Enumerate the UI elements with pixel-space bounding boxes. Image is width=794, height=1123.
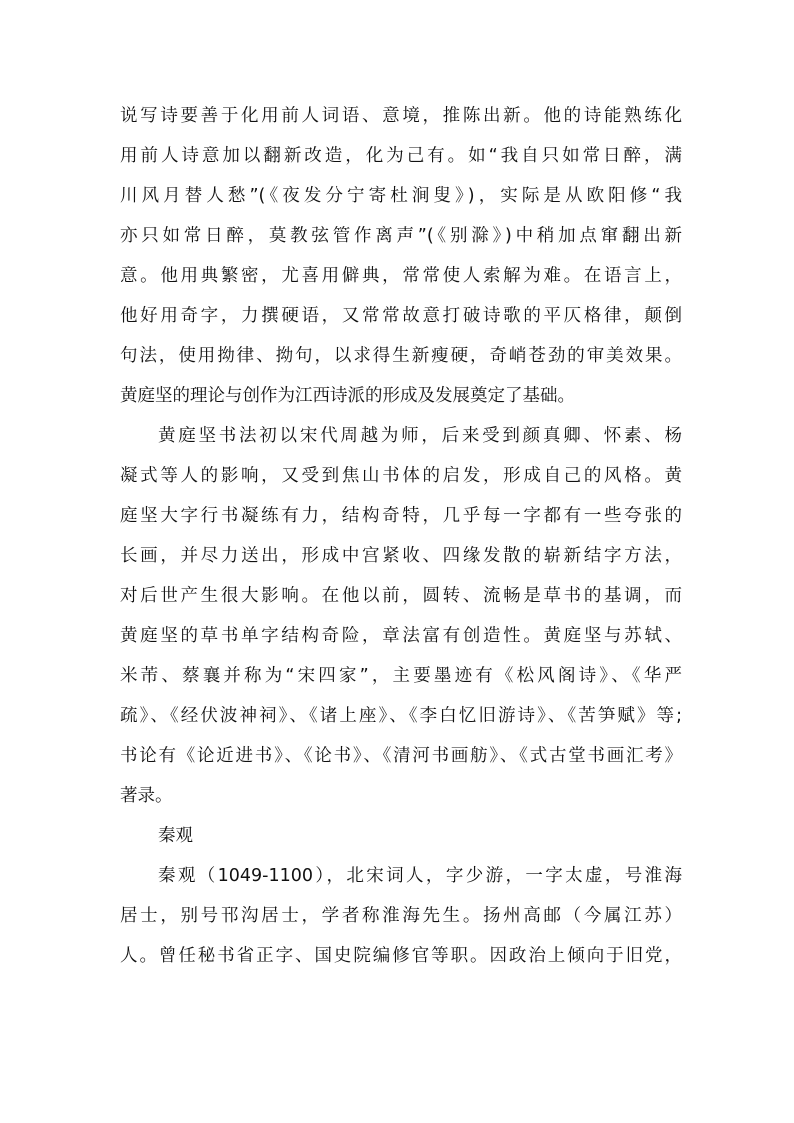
body-text <box>120 96 682 976</box>
text-line: 他好用奇字，力撰硬语，又常常故意打破诗歌的平仄格律，颠倒 <box>120 306 682 326</box>
text-line: 黄庭坚书法初以宋代周越为师，后来受到颜真卿、怀素、杨 <box>158 426 682 446</box>
text-line: 黄庭坚的理论与创作为江西诗派的形成及发展奠定了基础。 <box>120 386 575 406</box>
text-line: 川风月替人愁”(《夜发分宁寄杜涧叟》)，实际是从欧阳修“我 <box>120 186 682 206</box>
text-line: 秦观（1049-1100），北宋词人，字少游，一字太虚，号淮海 <box>158 866 682 886</box>
text-line: 黄庭坚的草书单字结构奇险，章法富有创造性。黄庭坚与苏轼、 <box>120 626 682 646</box>
text-line: 句法，使用拗律、拗句，以求得生新瘦硬，奇峭苍劲的审美效果。 <box>120 346 682 366</box>
text-line: 米芾、蔡襄并称为“宋四家”，主要墨迹有《松风阁诗》、《华严 <box>120 666 682 686</box>
text-line: 凝式等人的影响，又受到焦山书体的启发，形成自己的风格。黄 <box>120 466 682 486</box>
text-line: 书论有《论近进书》、《论书》、《清河书画舫》、《式古堂书画汇考》 <box>120 746 682 766</box>
text-line: 意。他用典繁密，尤喜用僻典，常常使人索解为难。在语言上， <box>120 266 682 286</box>
text-line: 长画，并尽力送出，形成中宫紧收、四缘发散的崭新结字方法， <box>120 546 682 566</box>
text-line: 说写诗要善于化用前人词语、意境，推陈出新。他的诗能熟练化 <box>120 106 682 126</box>
text-line: 亦只如常日醉，莫教弦管作离声”(《别滁》)中稍加点窜翻出新 <box>120 226 682 246</box>
text-line: 居士，别号邗沟居士，学者称淮海先生。扬州高邮（今属江苏） <box>120 906 682 926</box>
text-line: 用前人诗意加以翻新改造，化为己有。如“我自只如常日醉，满 <box>120 146 682 166</box>
text-line: 对后世产生很大影响。在他以前，圆转、流畅是草书的基调，而 <box>120 586 682 606</box>
text-line: 人。曾任秘书省正字、国史院编修官等职。因政治上倾向于旧党， <box>120 946 682 966</box>
text-line: 著录。 <box>120 786 173 806</box>
text-line: 庭坚大字行书凝练有力，结构奇特，几乎每一字都有一些夸张的 <box>120 506 682 526</box>
text-line: 秦观 <box>158 826 193 846</box>
text-line: 疏》、《经伏波神祠》、《诸上座》、《李白忆旧游诗》、《苦笋赋》等; <box>120 706 682 726</box>
